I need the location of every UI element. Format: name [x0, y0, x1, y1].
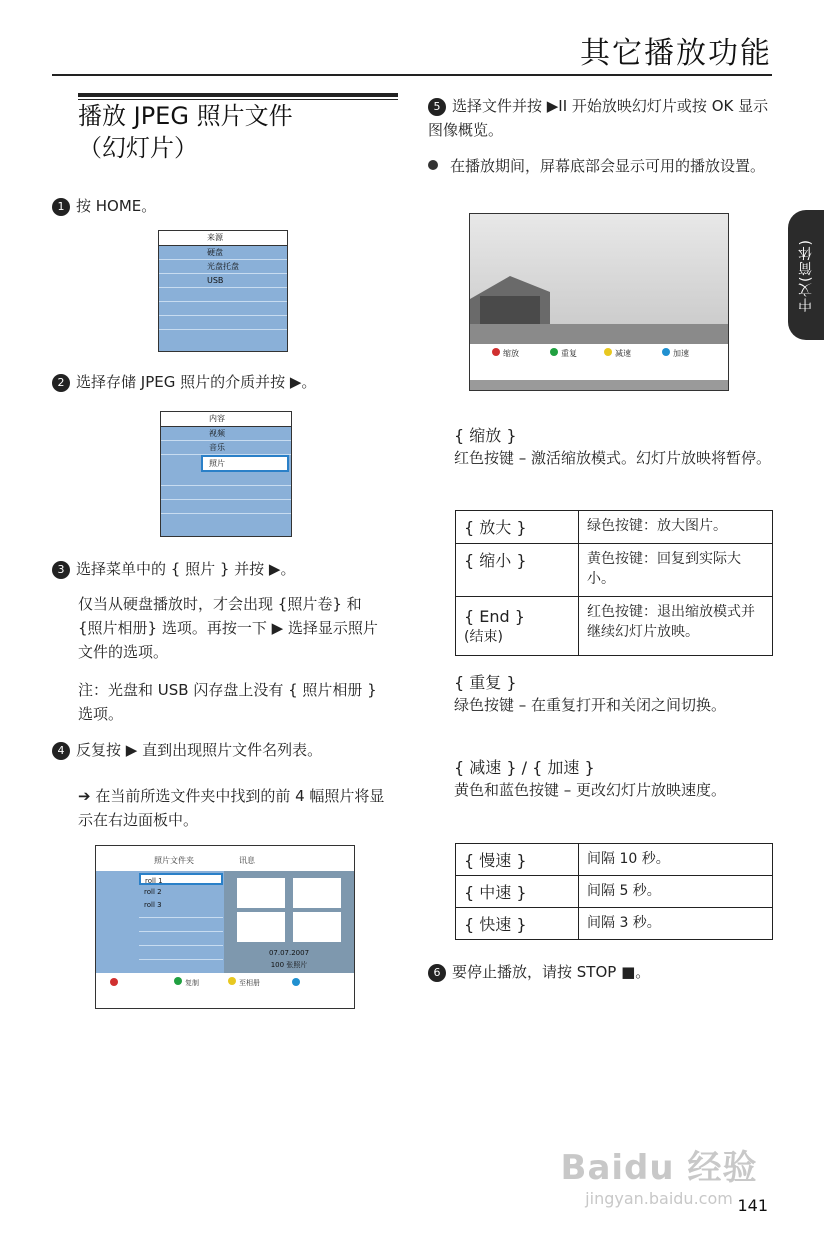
repeat-option	[550, 348, 577, 359]
menu-item: 音乐	[161, 441, 291, 455]
step-3-remark: 注：光盘和 USB 闪存盘上没有 { 照片相册 } 选项。	[78, 681, 377, 723]
zoom-option	[492, 348, 519, 359]
zoom-option-label: 缩放	[503, 349, 519, 358]
page-number: 141	[737, 1196, 768, 1215]
step-number: 6	[428, 964, 446, 982]
menu-item-empty	[161, 500, 291, 514]
step-number: 2	[52, 374, 70, 392]
yellow-button-icon	[228, 977, 236, 985]
option-desc: 红色按键：退出缩放模式并继续幻灯片放映。	[579, 597, 773, 656]
menu-item-empty	[161, 472, 291, 486]
speed-description: 黄色和蓝色按键 – 更改幻灯片放映速度。	[454, 781, 727, 799]
table-row	[456, 876, 773, 908]
green-button-icon	[550, 348, 558, 356]
option-key-subtitle: (结束)	[464, 629, 503, 645]
slideshow-toolbar	[470, 344, 728, 380]
menu-item: 硬盘	[159, 246, 287, 260]
step-number: 3	[52, 561, 70, 579]
copy-button	[174, 977, 199, 988]
table-row	[456, 908, 773, 940]
album-button-label: 至相册	[239, 979, 260, 987]
step-number: 1	[52, 198, 70, 216]
thumbnail	[293, 878, 341, 908]
folder-item-selected: roll 1	[139, 873, 223, 885]
step-3	[52, 557, 295, 581]
menu-item-empty	[159, 302, 287, 316]
option-desc: 间隔 10 秒。	[579, 844, 773, 876]
option-key: { End }	[464, 607, 525, 626]
chapter-title: 其它播放功能	[580, 36, 772, 71]
thumbnail-panel	[224, 871, 354, 973]
section-title-line2: （幻灯片）	[78, 134, 198, 162]
repeat-option-label: 重复	[561, 349, 577, 358]
watermark-url: jingyan.baidu.com	[585, 1189, 733, 1208]
step-4	[52, 738, 386, 762]
repeat-label: { 重复 }	[454, 673, 517, 692]
option-desc: 间隔 3 秒。	[579, 908, 773, 940]
option-key: { 放大 }	[456, 511, 579, 544]
red-button-icon	[110, 978, 118, 986]
step-5	[428, 94, 774, 142]
section-rule	[78, 93, 398, 97]
thumbnail	[237, 912, 285, 942]
table-row	[456, 597, 773, 656]
table-row	[456, 544, 773, 597]
yellow-button-icon	[604, 348, 612, 356]
option-key: { 慢速 }	[456, 844, 579, 876]
folder-column-header: 照片文件夹	[154, 856, 194, 865]
section-title	[78, 100, 293, 164]
menu-item: 视频	[161, 427, 291, 441]
step-text: 选择存储 JPEG 照片的介质并按 ▶。	[76, 373, 317, 391]
table-row	[456, 844, 773, 876]
menu-item: 光盘托盘	[159, 260, 287, 274]
section-title-line1: 播放 JPEG 照片文件	[78, 102, 293, 130]
blue-button-icon	[662, 348, 670, 356]
zoom-label: { 缩放 }	[454, 426, 517, 445]
content-menu	[160, 411, 292, 537]
zoom-description: 红色按键 – 激活缩放模式。幻灯片放映将暂停。	[454, 449, 772, 467]
step-5-bullet	[428, 154, 774, 178]
speed-label: { 减速 } / { 加速 }	[454, 758, 595, 777]
step-number: 5	[428, 98, 446, 116]
photo-browser-header	[96, 846, 354, 870]
red-button-icon	[492, 348, 500, 356]
folder-list	[96, 871, 224, 973]
photo-date: 07.07.2007	[268, 949, 310, 957]
language-tab: 中文(简体)	[788, 210, 824, 340]
menu-header: 来源	[159, 231, 287, 246]
album-button	[228, 977, 260, 988]
thumbnail	[237, 878, 285, 908]
option-desc: 黄色按键：回复到实际大小。	[579, 544, 773, 597]
option-desc: 绿色按键：放大图片。	[579, 511, 773, 544]
bullet-icon	[428, 160, 438, 170]
folder-item: roll 3	[144, 901, 162, 909]
option-key: { 缩小 }	[456, 544, 579, 597]
menu-header: 内容	[161, 412, 291, 427]
photo-browser-screen	[95, 845, 355, 1009]
slideshow-screen	[469, 213, 729, 391]
divider	[139, 945, 223, 946]
menu-item-selected: 照片	[201, 455, 289, 472]
step-text: 按 HOME。	[76, 197, 157, 215]
fast-option-label: 加速	[673, 349, 689, 358]
menu-item-empty	[159, 288, 287, 302]
slow-option	[604, 348, 631, 359]
zoom-options-table	[455, 510, 773, 656]
step-4-note: ➔ 在当前所选文件夹中找到的前 4 幅照片将显示在右边面板中。	[78, 787, 385, 829]
step-text: 反复按 ▶ 直到出现照片文件名列表。	[76, 741, 323, 759]
source-menu	[158, 230, 288, 352]
menu-item-empty	[159, 316, 287, 330]
slow-option-label: 减速	[615, 349, 631, 358]
divider	[139, 931, 223, 932]
option-key: { 快速 }	[456, 908, 579, 940]
step-number: 4	[52, 742, 70, 760]
repeat-description: 绿色按键 – 在重复打开和关闭之间切换。	[454, 696, 727, 714]
menu-item: USB	[159, 274, 287, 288]
photo-count: 100 张照片	[270, 961, 308, 969]
step-3-note: 仅当从硬盘播放时，才会出现 {照片卷} 和 {照片相册} 选项。再按一下 ▶ 选择显示照片文件的选项。	[78, 595, 378, 661]
step-text: 选择菜单中的 { 照片 } 并按 ▶。	[76, 560, 296, 578]
divider	[139, 959, 223, 960]
option-desc: 间隔 5 秒。	[579, 876, 773, 908]
menu-item-empty	[161, 486, 291, 500]
option-key-cell	[456, 597, 579, 656]
folder-item: roll 2	[144, 888, 162, 896]
step-6	[428, 960, 774, 984]
green-button-icon	[174, 977, 182, 985]
watermark-logo: Baidu 经验	[560, 1148, 758, 1188]
copy-button-label: 复制	[185, 979, 199, 987]
step-text: 选择文件并按 ▶II 开始放映幻灯片或按 OK 显示图像概览。	[428, 97, 769, 139]
bullet-text: 在播放期间，屏幕底部会显示可用的播放设置。	[450, 157, 766, 175]
photo-browser-buttons	[96, 973, 354, 1008]
step-1	[52, 194, 156, 218]
step-text: 要停止播放，请按 STOP ■。	[452, 963, 651, 981]
info-column-header: 讯息	[239, 856, 255, 865]
speed-options-table	[455, 843, 773, 940]
table-row	[456, 511, 773, 544]
fast-option	[662, 348, 689, 359]
header-rule	[52, 74, 772, 76]
blue-button-icon	[292, 978, 300, 986]
thumbnail	[293, 912, 341, 942]
divider	[139, 917, 223, 918]
step-2	[52, 370, 316, 394]
option-key: { 中速 }	[456, 876, 579, 908]
